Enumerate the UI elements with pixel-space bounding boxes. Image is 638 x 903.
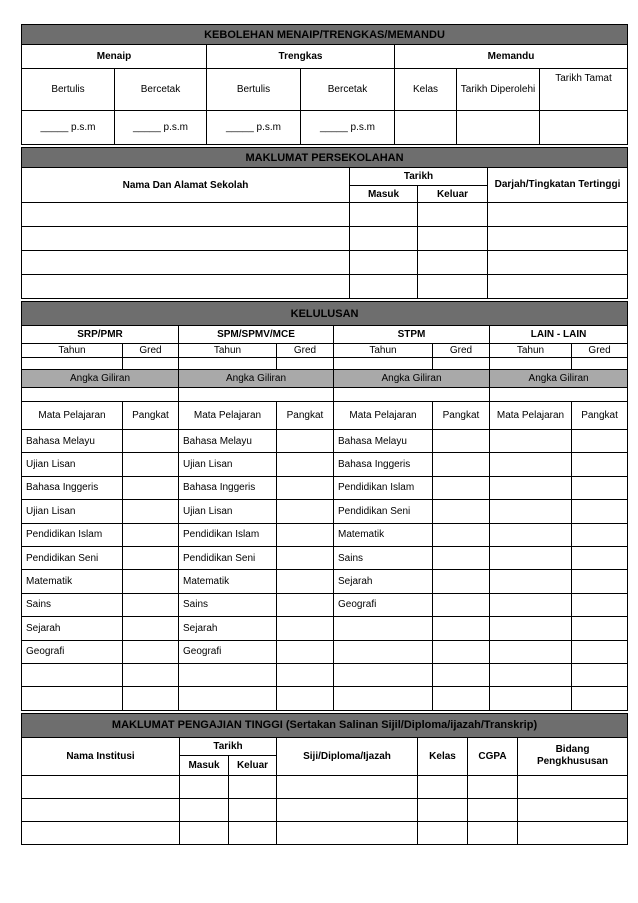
- tarikh-diperolehi-field[interactable]: [457, 111, 540, 145]
- subject-name[interactable]: [490, 570, 572, 593]
- trengkas-bercetak-psm[interactable]: _____ p.s.m: [301, 111, 395, 145]
- trengkas-bertulis-label: Bertulis: [207, 69, 301, 111]
- pangkat-cell[interactable]: [433, 453, 490, 476]
- subject-name[interactable]: Sains: [334, 546, 433, 569]
- pangkat-cell[interactable]: [123, 523, 179, 546]
- subject-name[interactable]: [490, 546, 572, 569]
- subject-name[interactable]: [490, 453, 572, 476]
- keluar-cell[interactable]: [418, 227, 488, 251]
- subject-name[interactable]: [334, 663, 433, 686]
- pangkat-cell[interactable]: [277, 663, 334, 686]
- angka-giliran-label: Angka Giliran: [22, 370, 179, 388]
- masuk-header: Masuk: [350, 186, 418, 203]
- bidang-cell[interactable]: [518, 821, 628, 844]
- subject-name[interactable]: Matematik: [334, 523, 433, 546]
- subject-name[interactable]: [490, 500, 572, 523]
- darjah-cell[interactable]: [488, 203, 628, 227]
- angka-giliran-label: Angka Giliran: [490, 370, 628, 388]
- gred-field[interactable]: [572, 358, 628, 370]
- kebolehan-title: KEBOLEHAN MENAIP/TRENGKAS/MEMANDU: [22, 25, 628, 45]
- pangkat-cell[interactable]: [277, 476, 334, 499]
- angka-giliran-field[interactable]: [490, 388, 628, 402]
- mata-pelajaran-header: Mata Pelajaran: [334, 402, 433, 430]
- angka-giliran-label: Angka Giliran: [334, 370, 490, 388]
- kelas-header: Kelas: [418, 737, 468, 775]
- keluar-cell[interactable]: [229, 798, 277, 821]
- pangkat-cell[interactable]: [277, 593, 334, 616]
- subject-name[interactable]: [334, 617, 433, 640]
- menaip-bertulis-label: Bertulis: [22, 69, 115, 111]
- kelulusan-table: [21, 301, 628, 711]
- pangkat-cell[interactable]: [433, 523, 490, 546]
- institusi-cell[interactable]: [22, 821, 180, 844]
- subject-name[interactable]: Bahasa Melayu: [334, 430, 433, 453]
- subject-name[interactable]: [334, 687, 433, 710]
- subject-name[interactable]: Ujian Lisan: [179, 453, 277, 476]
- pangkat-cell[interactable]: [572, 546, 628, 569]
- cgpa-cell[interactable]: [468, 821, 518, 844]
- subject-name[interactable]: Sejarah: [334, 570, 433, 593]
- kelas-cell[interactable]: [418, 798, 468, 821]
- pangkat-cell[interactable]: [433, 640, 490, 663]
- trengkas-header: Trengkas: [207, 45, 395, 69]
- subject-name[interactable]: [490, 663, 572, 686]
- bidang-cell[interactable]: [518, 798, 628, 821]
- sijil-cell[interactable]: [277, 775, 418, 798]
- subject-name[interactable]: Pendidikan Islam: [22, 523, 123, 546]
- pangkat-header: Pangkat: [277, 402, 334, 430]
- subject-name[interactable]: Geografi: [334, 593, 433, 616]
- pangkat-cell[interactable]: [123, 546, 179, 569]
- tahun-field[interactable]: [490, 358, 572, 370]
- pengajian-table: [21, 713, 628, 845]
- pangkat-header: Pangkat: [123, 402, 179, 430]
- subject-name[interactable]: Bahasa Inggeris: [334, 453, 433, 476]
- subject-name[interactable]: Pendidikan Islam: [334, 476, 433, 499]
- bidang-cell[interactable]: [518, 775, 628, 798]
- subject-name[interactable]: Pendidikan Seni: [179, 546, 277, 569]
- pangkat-cell[interactable]: [572, 617, 628, 640]
- pangkat-cell[interactable]: [572, 476, 628, 499]
- darjah-header: Darjah/Tingkatan Tertinggi: [488, 168, 628, 203]
- pangkat-cell[interactable]: [277, 430, 334, 453]
- pangkat-cell[interactable]: [433, 430, 490, 453]
- pangkat-cell[interactable]: [433, 593, 490, 616]
- gred-label: Gred: [433, 344, 490, 358]
- subject-name[interactable]: [490, 640, 572, 663]
- darjah-cell[interactable]: [488, 275, 628, 299]
- keluar-cell[interactable]: [418, 275, 488, 299]
- masuk-cell[interactable]: [350, 251, 418, 275]
- pangkat-cell[interactable]: [277, 500, 334, 523]
- pangkat-cell[interactable]: [123, 453, 179, 476]
- pangkat-cell[interactable]: [433, 570, 490, 593]
- pangkat-cell[interactable]: [123, 476, 179, 499]
- menaip-header: Menaip: [22, 45, 207, 69]
- subject-name[interactable]: Sejarah: [179, 617, 277, 640]
- subject-name[interactable]: [490, 593, 572, 616]
- pangkat-cell[interactable]: [572, 593, 628, 616]
- mata-pelajaran-header: Mata Pelajaran: [490, 402, 572, 430]
- tahun-field[interactable]: [334, 358, 433, 370]
- subject-name[interactable]: Matematik: [22, 570, 123, 593]
- subject-name[interactable]: Matematik: [179, 570, 277, 593]
- pangkat-cell[interactable]: [123, 500, 179, 523]
- exam-header-spm: SPM/SPMV/MCE: [179, 326, 334, 344]
- gred-label: Gred: [123, 344, 179, 358]
- subject-name[interactable]: [22, 663, 123, 686]
- tarikh-header: Tarikh: [350, 168, 488, 186]
- pangkat-cell[interactable]: [123, 570, 179, 593]
- school-row-cell[interactable]: [22, 275, 350, 299]
- institusi-cell[interactable]: [22, 798, 180, 821]
- school-row-cell[interactable]: [22, 251, 350, 275]
- masuk-cell[interactable]: [350, 203, 418, 227]
- tarikh-header: Tarikh: [180, 737, 277, 755]
- angka-giliran-field[interactable]: [22, 388, 179, 402]
- pangkat-cell[interactable]: [572, 570, 628, 593]
- pangkat-cell[interactable]: [123, 593, 179, 616]
- gred-field[interactable]: [123, 358, 179, 370]
- pangkat-cell[interactable]: [123, 663, 179, 686]
- kebolehan-table: [21, 24, 628, 145]
- tarikh-diperolehi-label: Tarikh Diperolehi: [457, 69, 540, 111]
- exam-header-srp: SRP/PMR: [22, 326, 179, 344]
- pangkat-cell[interactable]: [572, 430, 628, 453]
- exam-header-lain: LAIN - LAIN: [490, 326, 628, 344]
- mata-pelajaran-header: Mata Pelajaran: [22, 402, 123, 430]
- pangkat-cell[interactable]: [572, 453, 628, 476]
- sijil-cell[interactable]: [277, 798, 418, 821]
- institusi-cell[interactable]: [22, 775, 180, 798]
- kelas-field[interactable]: [395, 111, 457, 145]
- subject-name[interactable]: Sejarah: [22, 617, 123, 640]
- darjah-cell[interactable]: [488, 227, 628, 251]
- pangkat-cell[interactable]: [277, 546, 334, 569]
- masuk-cell[interactable]: [350, 275, 418, 299]
- pangkat-header: Pangkat: [433, 402, 490, 430]
- tahun-label: Tahun: [334, 344, 433, 358]
- persekolahan-table: [21, 147, 628, 299]
- pangkat-cell[interactable]: [433, 546, 490, 569]
- keluar-header: Keluar: [418, 186, 488, 203]
- menaip-bertulis-psm[interactable]: _____ p.s.m: [22, 111, 115, 145]
- pangkat-cell[interactable]: [123, 617, 179, 640]
- subject-name[interactable]: [334, 640, 433, 663]
- pangkat-cell[interactable]: [277, 523, 334, 546]
- persekolahan-title: MAKLUMAT PERSEKOLAHAN: [22, 148, 628, 168]
- subject-name[interactable]: Ujian Lisan: [22, 500, 123, 523]
- subject-name[interactable]: Pendidikan Seni: [334, 500, 433, 523]
- sijil-cell[interactable]: [277, 821, 418, 844]
- gred-label: Gred: [572, 344, 628, 358]
- subject-name[interactable]: Bahasa Inggeris: [22, 476, 123, 499]
- masuk-header: Masuk: [180, 755, 229, 775]
- pangkat-cell[interactable]: [277, 687, 334, 710]
- subject-name[interactable]: [490, 617, 572, 640]
- trengkas-bercetak-label: Bercetak: [301, 69, 395, 111]
- tahun-label: Tahun: [179, 344, 277, 358]
- pangkat-cell[interactable]: [277, 453, 334, 476]
- exam-header-stpm: STPM: [334, 326, 490, 344]
- subject-name[interactable]: [490, 523, 572, 546]
- subject-name[interactable]: Bahasa Inggeris: [179, 476, 277, 499]
- pangkat-header: Pangkat: [572, 402, 628, 430]
- subject-name[interactable]: [490, 687, 572, 710]
- keluar-cell[interactable]: [418, 251, 488, 275]
- tarikh-tamat-label: Tarikh Tamat: [540, 69, 628, 111]
- tahun-label: Tahun: [490, 344, 572, 358]
- application-form: [21, 24, 627, 845]
- pangkat-cell[interactable]: [433, 663, 490, 686]
- angka-giliran-field[interactable]: [179, 388, 334, 402]
- pangkat-cell[interactable]: [123, 430, 179, 453]
- school-row-cell[interactable]: [22, 203, 350, 227]
- subject-name[interactable]: Geografi: [22, 640, 123, 663]
- pangkat-cell[interactable]: [433, 500, 490, 523]
- bidang-header: Bidang Pengkhususan: [518, 737, 628, 775]
- kelas-cell[interactable]: [418, 821, 468, 844]
- keluar-cell[interactable]: [418, 203, 488, 227]
- masuk-cell[interactable]: [180, 775, 229, 798]
- subject-name[interactable]: [179, 663, 277, 686]
- subject-name[interactable]: Geografi: [179, 640, 277, 663]
- tahun-field[interactable]: [179, 358, 277, 370]
- pangkat-cell[interactable]: [277, 570, 334, 593]
- masuk-cell[interactable]: [180, 798, 229, 821]
- subject-name[interactable]: Pendidikan Islam: [179, 523, 277, 546]
- pangkat-cell[interactable]: [572, 640, 628, 663]
- pangkat-cell[interactable]: [572, 687, 628, 710]
- angka-giliran-label: Angka Giliran: [179, 370, 334, 388]
- subject-name[interactable]: Sains: [22, 593, 123, 616]
- pangkat-cell[interactable]: [433, 617, 490, 640]
- keluar-cell[interactable]: [229, 821, 277, 844]
- keluar-header: Keluar: [229, 755, 277, 775]
- pangkat-cell[interactable]: [433, 476, 490, 499]
- subject-name[interactable]: [179, 687, 277, 710]
- subject-name[interactable]: Bahasa Melayu: [179, 430, 277, 453]
- cgpa-cell[interactable]: [468, 775, 518, 798]
- kelulusan-title: KELULUSAN: [22, 302, 628, 326]
- sijil-header: Siji/Diploma/Ijazah: [277, 737, 418, 775]
- darjah-cell[interactable]: [488, 251, 628, 275]
- subject-name[interactable]: [490, 430, 572, 453]
- menaip-bercetak-psm[interactable]: _____ p.s.m: [115, 111, 207, 145]
- kelas-cell[interactable]: [418, 775, 468, 798]
- subject-name[interactable]: Sains: [179, 593, 277, 616]
- nama-sekolah-header: Nama Dan Alamat Sekolah: [22, 168, 350, 203]
- tahun-label: Tahun: [22, 344, 123, 358]
- gred-field[interactable]: [277, 358, 334, 370]
- subject-name[interactable]: [490, 476, 572, 499]
- subject-name[interactable]: Ujian Lisan: [22, 453, 123, 476]
- school-row-cell[interactable]: [22, 227, 350, 251]
- subject-name[interactable]: Pendidikan Seni: [22, 546, 123, 569]
- pangkat-cell[interactable]: [277, 640, 334, 663]
- mata-pelajaran-header: Mata Pelajaran: [179, 402, 277, 430]
- nama-institusi-header: Nama Institusi: [22, 737, 180, 775]
- cgpa-header: CGPA: [468, 737, 518, 775]
- pangkat-cell[interactable]: [572, 500, 628, 523]
- pengajian-title: MAKLUMAT PENGAJIAN TINGGI (Sertakan Salinan Sijil/Diploma/ijazah/Transkrip): [22, 713, 628, 737]
- masuk-cell[interactable]: [180, 821, 229, 844]
- tarikh-tamat-field[interactable]: [540, 111, 628, 145]
- kelas-label: Kelas: [395, 69, 457, 111]
- tahun-field[interactable]: [22, 358, 123, 370]
- gred-label: Gred: [277, 344, 334, 358]
- subject-name[interactable]: Bahasa Melayu: [22, 430, 123, 453]
- keluar-cell[interactable]: [229, 775, 277, 798]
- pangkat-cell[interactable]: [572, 663, 628, 686]
- angka-giliran-field[interactable]: [334, 388, 490, 402]
- subject-name[interactable]: Ujian Lisan: [179, 500, 277, 523]
- pangkat-cell[interactable]: [433, 687, 490, 710]
- memandu-header: Memandu: [395, 45, 628, 69]
- gred-field[interactable]: [433, 358, 490, 370]
- trengkas-bertulis-psm[interactable]: _____ p.s.m: [207, 111, 301, 145]
- cgpa-cell[interactable]: [468, 798, 518, 821]
- pangkat-cell[interactable]: [572, 523, 628, 546]
- pangkat-cell[interactable]: [123, 687, 179, 710]
- menaip-bercetak-label: Bercetak: [115, 69, 207, 111]
- pangkat-cell[interactable]: [277, 617, 334, 640]
- masuk-cell[interactable]: [350, 227, 418, 251]
- subject-name[interactable]: [22, 687, 123, 710]
- pangkat-cell[interactable]: [123, 640, 179, 663]
